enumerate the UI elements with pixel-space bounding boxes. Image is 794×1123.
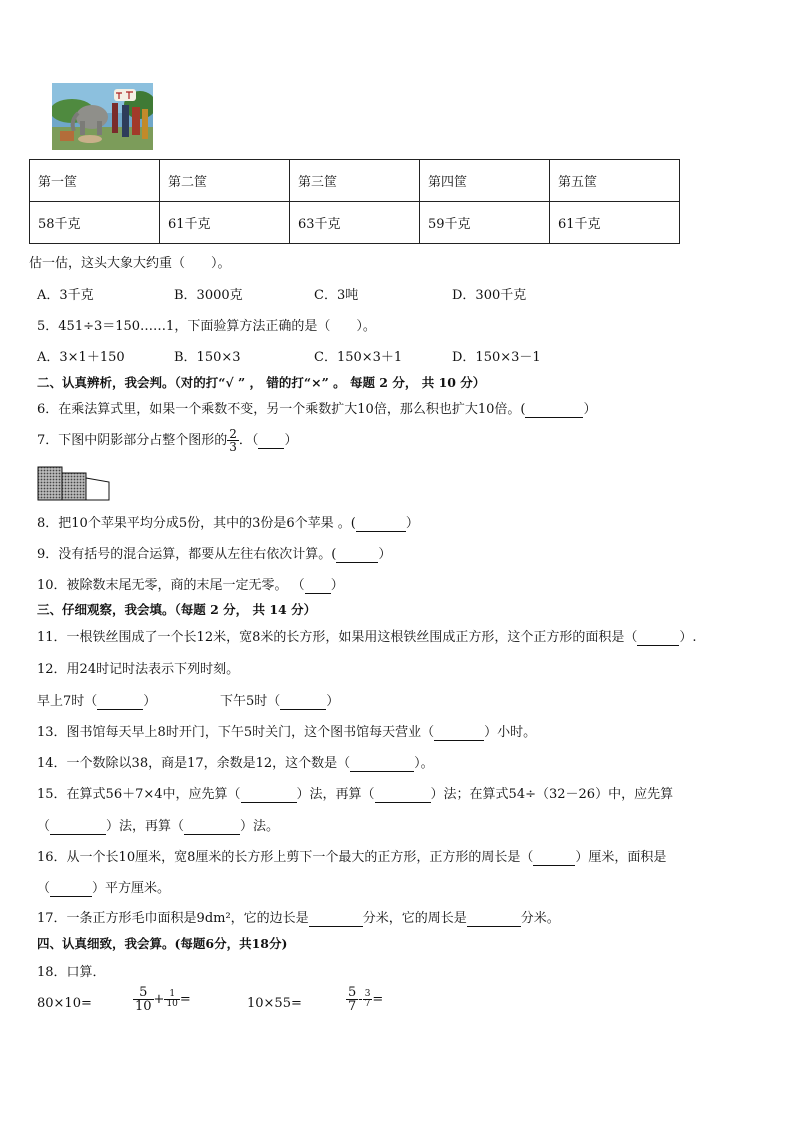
- answer-blank[interactable]: [637, 630, 679, 646]
- question-text: 分米。: [520, 911, 560, 926]
- question-text: 14．一个数除以38，商是17，余数是12，这个数是（: [37, 756, 351, 771]
- fraction: [164, 990, 179, 1009]
- fraction-denominator: 7: [364, 999, 371, 1009]
- question-text: ）法，再算（: [106, 819, 185, 834]
- section-2-heading: 二、认真辨析，我会判。（对的打“√ ” ， 错的打“×” 。 每题 2 分， 共 10 分）: [37, 375, 486, 390]
- question-16-line-2: [37, 877, 170, 897]
- question-text: ）法。: [240, 819, 280, 834]
- answer-blank[interactable]: [350, 756, 414, 772]
- elephant-illustration: [52, 83, 153, 150]
- section-3-heading: 三、仔细观察，我会填。（每题 2 分， 共 14 分）: [37, 602, 317, 617]
- fraction-numerator: 2: [229, 427, 237, 441]
- question-text: 16．从一个长10厘米，宽8厘米的长方形上剪下一个最大的正方形，正方形的周长是（: [37, 850, 534, 865]
- question-text: ）小时。: [484, 725, 537, 740]
- question-text: ．（: [238, 433, 259, 448]
- question-text: 11．一根铁丝围成了一个长12米，宽8米的长方形，如果用这根铁丝围成正方形，这个正方形的面积是（: [37, 630, 638, 645]
- question-text: ）法；在算式54÷（32－26）中，应先算: [430, 787, 674, 802]
- question-13: [37, 721, 536, 741]
- fraction-numerator: 3: [364, 989, 371, 999]
- question-text: 17．一条正方形毛巾面积是9dm²，它的边长是: [37, 911, 309, 926]
- question-7: [37, 428, 297, 453]
- question-text: （: [37, 881, 51, 896]
- table-cell: 59千克: [420, 202, 550, 244]
- question-text: ）。: [414, 756, 434, 771]
- question-text: 15．在算式56＋7×4中，应先算（: [37, 787, 241, 802]
- section-4-heading: 四、认真细致，我会算。(每题6分，共18分): [37, 936, 288, 951]
- table-header-cell: 第四筐: [420, 160, 550, 202]
- option-a: A．3×1＋150: [37, 350, 125, 365]
- question-text: 下午5时（: [220, 694, 281, 709]
- table-header-cell: 第一筐: [30, 160, 160, 202]
- question-15-line-1: [37, 783, 673, 803]
- table-cell: 61千克: [160, 202, 290, 244]
- fraction-numerator: 5: [139, 985, 148, 1000]
- question-8: [37, 512, 419, 532]
- answer-blank[interactable]: [525, 402, 583, 418]
- question-12: 12．用24时记时法表示下列时刻。: [37, 662, 240, 677]
- equals-sign: =: [179, 992, 191, 1007]
- question-text: ）平方厘米。: [92, 881, 171, 896]
- question-16-line-1: [37, 846, 666, 866]
- option-a: A．3千克: [37, 288, 94, 303]
- calc-expression-4: [346, 986, 383, 1013]
- fraction-numerator: 5: [348, 985, 357, 1000]
- question-11: [37, 626, 697, 646]
- table-cell: 63千克: [290, 202, 420, 244]
- question-text: ）法，再算（: [296, 787, 375, 802]
- question-text: 10．被除数末尾无零，商的末尾一定无零。 （: [37, 578, 305, 593]
- answer-blank[interactable]: [50, 881, 92, 897]
- question-12-part-b: [220, 690, 339, 710]
- answer-blank[interactable]: [309, 911, 363, 927]
- question-9: [37, 543, 391, 563]
- question-14: [37, 752, 434, 772]
- question-text: 早上7时（: [37, 694, 98, 709]
- question-6: [37, 398, 596, 418]
- fraction-denominator: 10: [135, 999, 152, 1014]
- question-text: 13．图书馆每天早上8时开门，下午5时关门，这个图书馆每天营业（: [37, 725, 435, 740]
- operator: -: [358, 992, 363, 1007]
- table-cell: 61千克: [550, 202, 680, 244]
- answer-blank[interactable]: [375, 787, 431, 803]
- fraction: [133, 986, 154, 1013]
- question-text: 9．没有括号的混合运算，都要从左往右依次计算。(: [37, 547, 337, 562]
- question-text: 6．在乘法算式里，如果一个乘数不变，另一个乘数扩大10倍，那么积也扩大10倍。(: [37, 402, 526, 417]
- equals-sign: =: [372, 992, 384, 1007]
- weights-table: [29, 159, 680, 244]
- answer-blank[interactable]: [434, 725, 484, 741]
- option-b: B．3000克: [174, 288, 243, 303]
- close-paren: ）: [143, 694, 157, 709]
- answer-blank[interactable]: [50, 819, 106, 835]
- answer-blank[interactable]: [336, 547, 378, 563]
- answer-blank[interactable]: [467, 911, 521, 927]
- question-10: [37, 574, 344, 594]
- table-row: [30, 202, 680, 244]
- table-header-cell: 第三筐: [290, 160, 420, 202]
- fraction: [346, 986, 358, 1013]
- close-paren: ）: [378, 547, 392, 562]
- close-paren: ）: [583, 402, 597, 417]
- fraction: [227, 428, 239, 453]
- calc-expression-3: 10×55=: [247, 996, 302, 1011]
- question-text: （: [37, 819, 51, 834]
- answer-blank[interactable]: [533, 850, 575, 866]
- question-5-stem: 5．451÷3＝150……1，下面验算方法正确的是（ ）。: [37, 319, 376, 334]
- calc-expression-2: [133, 986, 191, 1013]
- close-paren: ）: [326, 694, 340, 709]
- question-15-line-2: [37, 815, 279, 835]
- question-text: ）厘米，面积是: [575, 850, 667, 865]
- shaded-shape-figure: [37, 466, 113, 506]
- fraction-denominator: 10: [166, 999, 178, 1009]
- option-d: D．300千克: [452, 288, 527, 303]
- question-estimate-stem: 估一估，这头大象大约重（ ）。: [29, 256, 231, 271]
- option-b: B．150×3: [174, 350, 241, 365]
- fraction-denominator: 7: [348, 999, 357, 1014]
- table-header-cell: 第五筐: [550, 160, 680, 202]
- close-paren: ）: [284, 433, 298, 448]
- question-text: 8．把10个苹果平均分成5份，其中的3份是6个苹果 。(: [37, 516, 356, 531]
- question-text: ）.: [679, 630, 697, 645]
- fraction-numerator: 1: [169, 989, 176, 999]
- option-d: D．150×3－1: [452, 350, 541, 365]
- answer-blank[interactable]: [241, 787, 297, 803]
- question-text: 7．下图中阴影部分占整个图形的: [37, 433, 228, 448]
- question-18: 18．口算．: [37, 965, 106, 980]
- option-c: C．150×3＋1: [314, 350, 403, 365]
- operator: +: [153, 992, 165, 1007]
- fraction: [363, 990, 373, 1009]
- question-17: [37, 907, 560, 927]
- question-text: 分米，它的周长是: [362, 911, 467, 926]
- calc-expression-1: 80×10=: [37, 996, 92, 1011]
- answer-blank[interactable]: [280, 694, 326, 710]
- question-12-part-a: [37, 690, 156, 710]
- answer-blank[interactable]: [258, 433, 284, 449]
- answer-blank[interactable]: [356, 516, 406, 532]
- answer-blank[interactable]: [184, 819, 240, 835]
- answer-blank[interactable]: [97, 694, 143, 710]
- close-paren: ）: [330, 578, 344, 593]
- close-paren: ）: [405, 516, 419, 531]
- answer-blank[interactable]: [305, 578, 331, 594]
- fraction-denominator: 3: [229, 440, 237, 454]
- table-cell: 58千克: [30, 202, 160, 244]
- table-row: [30, 160, 680, 202]
- option-c: C．3吨: [314, 288, 359, 303]
- table-header-cell: 第二筐: [160, 160, 290, 202]
